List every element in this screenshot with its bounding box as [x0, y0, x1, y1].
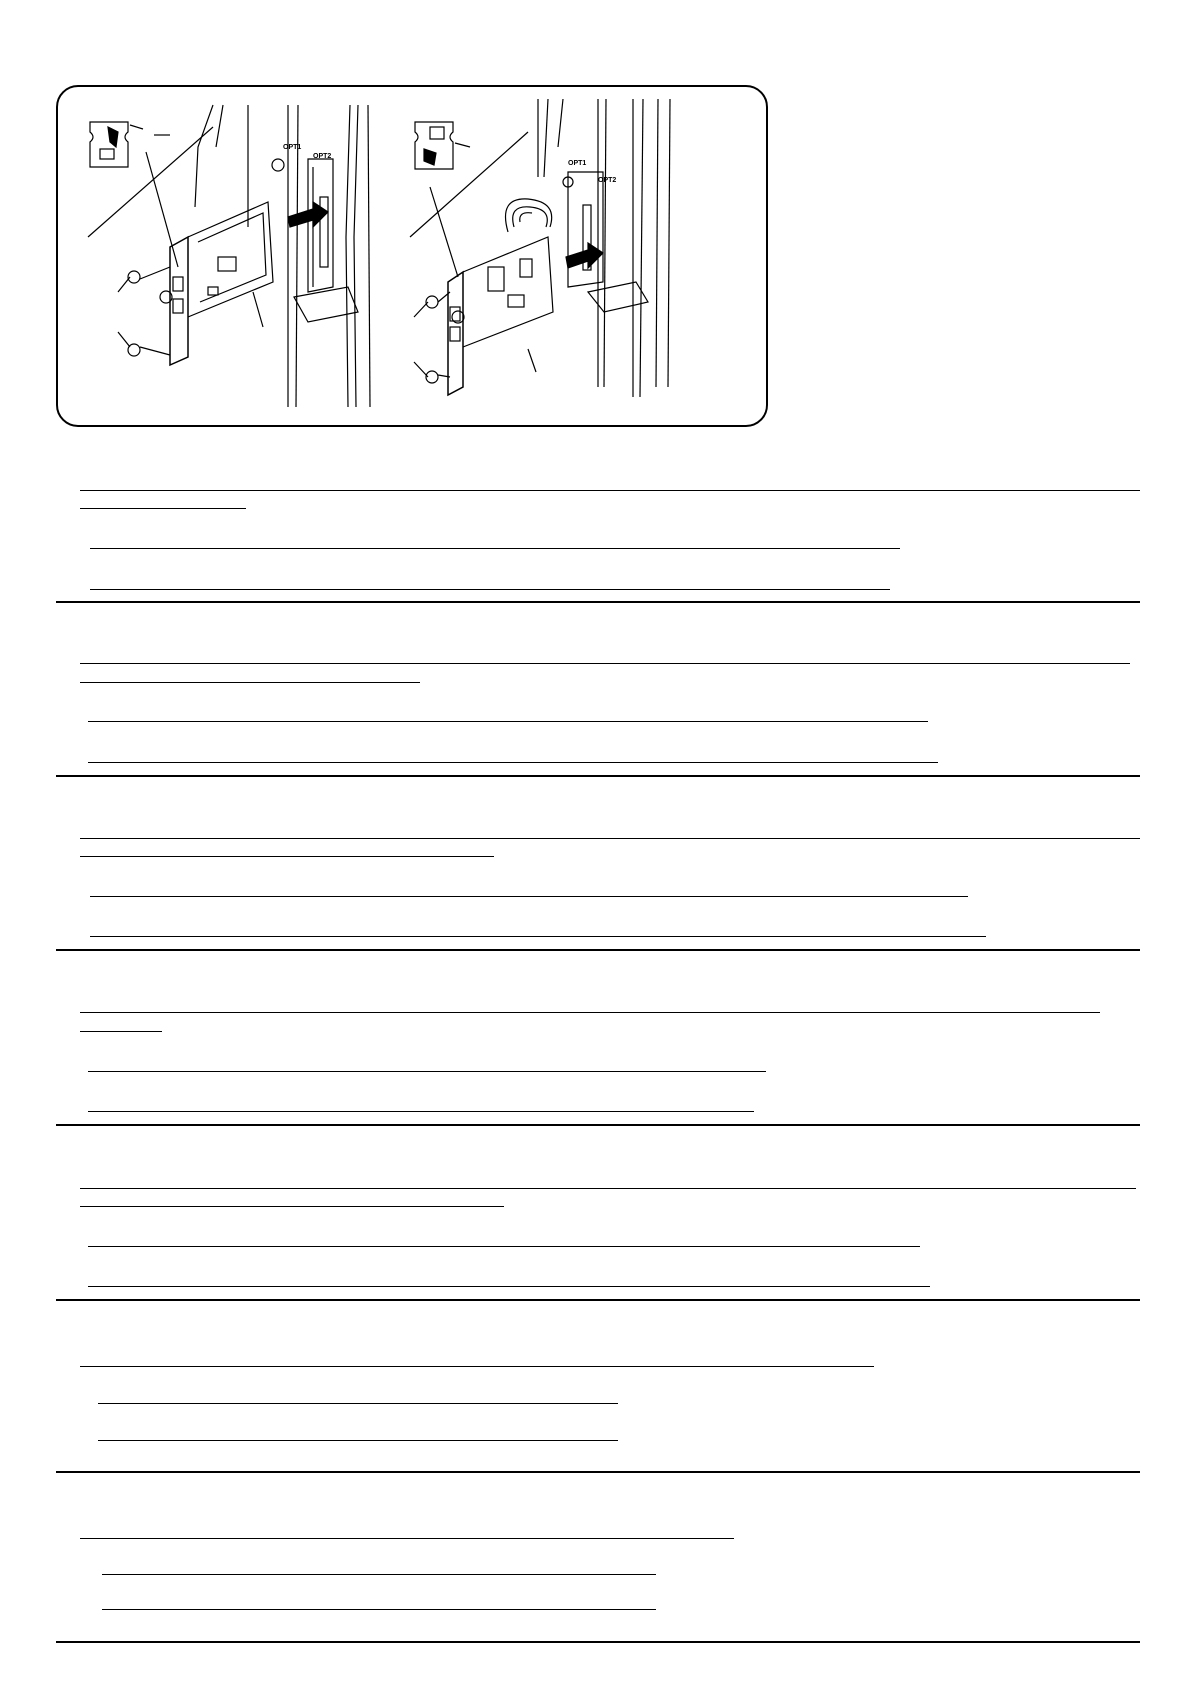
text-line [102, 1609, 656, 1610]
text-line [90, 589, 890, 590]
text-line [80, 1012, 1100, 1013]
opt1-label: OPT1 [568, 160, 587, 167]
text-line [98, 1440, 618, 1441]
text-line [88, 1111, 754, 1112]
section-separator [56, 775, 1140, 777]
text-line [88, 762, 938, 763]
text-line [88, 1071, 766, 1072]
text-line [102, 1574, 656, 1575]
fax-card-installation-illustration [58, 87, 770, 429]
text-line [88, 721, 928, 722]
text-line [80, 1188, 1136, 1189]
section-separator [56, 1299, 1140, 1301]
section-separator [56, 601, 1140, 603]
text-line [80, 508, 246, 509]
text-line [80, 1206, 504, 1207]
text-line [80, 663, 1130, 664]
section-separator [56, 1471, 1140, 1473]
section-separator [56, 949, 1140, 951]
text-line [90, 896, 968, 897]
text-line [88, 1246, 920, 1247]
text-line [98, 1403, 618, 1404]
text-line [90, 548, 900, 549]
text-line [80, 856, 494, 857]
section-separator [56, 1641, 1140, 1643]
text-line [88, 1286, 930, 1287]
text-line [80, 1366, 874, 1367]
text-line [80, 682, 420, 683]
section-separator [56, 1124, 1140, 1126]
opt2-label: OPT2 [313, 153, 332, 160]
text-line [80, 490, 1140, 491]
installation-figure [56, 85, 768, 427]
opt2-label: OPT2 [598, 177, 617, 184]
text-line [80, 838, 1140, 839]
opt1-label: OPT1 [283, 144, 302, 151]
text-line [80, 1538, 734, 1539]
text-line [80, 1031, 162, 1032]
text-line [90, 936, 986, 937]
